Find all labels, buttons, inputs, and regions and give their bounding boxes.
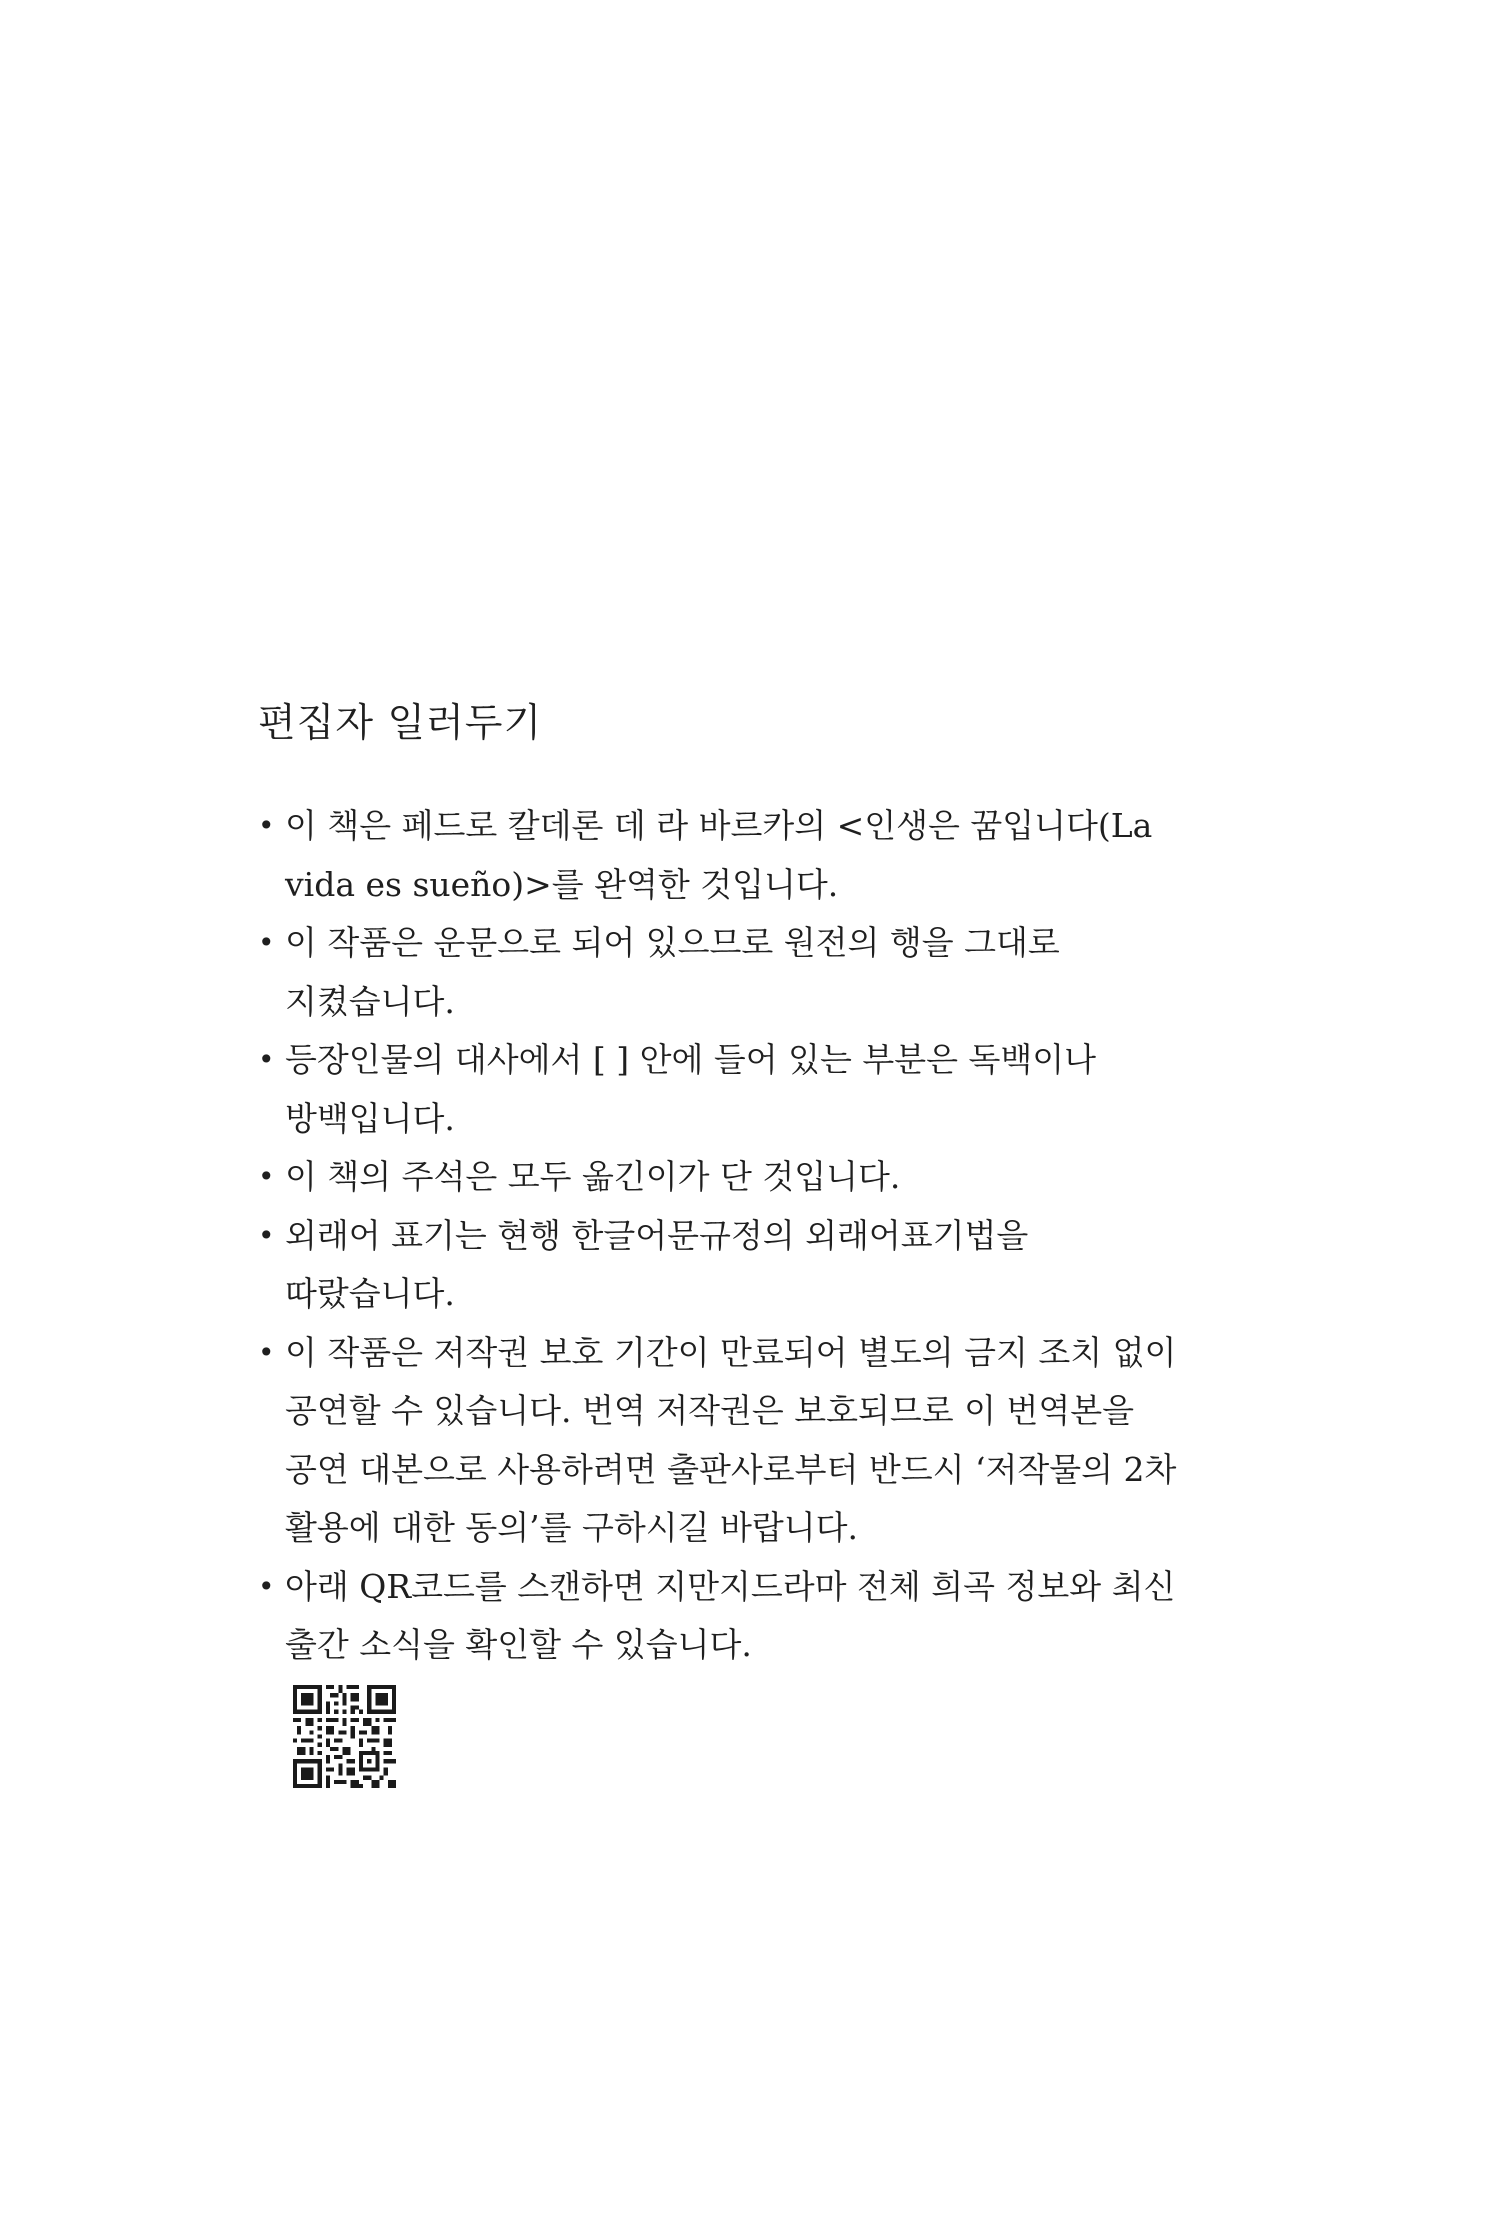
list-item — [258, 1207, 1218, 1324]
bullet: • — [258, 1218, 275, 1252]
bullet: • — [258, 1043, 275, 1076]
bullet: • — [258, 809, 275, 842]
list-item — [258, 914, 1218, 1031]
list-item-text: 아래 QR코드를 스캔하면 지만지드라마 전체 희곡 정보와 최신 출간 소식을 확인할 수 있습니다. — [285, 1566, 1176, 1664]
bullet: • — [258, 1569, 275, 1603]
bullet: • — [258, 926, 275, 959]
list-item-text: 등장인물의 대사에서 [ ] 안에 들어 있는 부분은 독백이나 방백입니다. — [285, 1040, 1096, 1138]
notes-list — [258, 797, 1218, 1675]
list-item-text: 이 책은 페드로 칼데론 데 라 바르카의 <인생은 꿈입니다(La vida es sueño)>를 완역한 것입니다. — [285, 806, 1153, 904]
qr-code-icon[interactable] — [293, 1685, 396, 1788]
list-item-text: 이 작품은 운문으로 되어 있으므로 원전의 행을 그대로 지켰습니다. — [285, 923, 1060, 1021]
bullet: • — [258, 1160, 275, 1193]
notes-title: 편집자 일러두기 — [258, 701, 543, 746]
bullet: • — [258, 1335, 275, 1369]
list-item-text: 이 작품은 저작권 보호 기간이 만료되어 별도의 금지 조치 없이 공연할 수 있습니다. 번역 저작권은 보호되므로 이 번역본을 공연 대본으로 사용하려면 출판사로부터 반드시 ‘저작물의 2차 활용에 대한 동의’를 구하시길 바랍니다. — [285, 1332, 1177, 1547]
list-item-text: 외래어 표기는 현행 한글어문규정의 외래어표기법을 따랐습니다. — [285, 1215, 1029, 1313]
list-item — [258, 1031, 1218, 1148]
list-item — [258, 1148, 1218, 1207]
list-item — [258, 1324, 1218, 1558]
editor-notes — [258, 695, 1218, 1675]
list-item — [258, 1558, 1218, 1675]
list-item — [258, 797, 1218, 914]
list-item-text: 이 책의 주석은 모두 옮긴이가 단 것입니다. — [285, 1157, 901, 1196]
